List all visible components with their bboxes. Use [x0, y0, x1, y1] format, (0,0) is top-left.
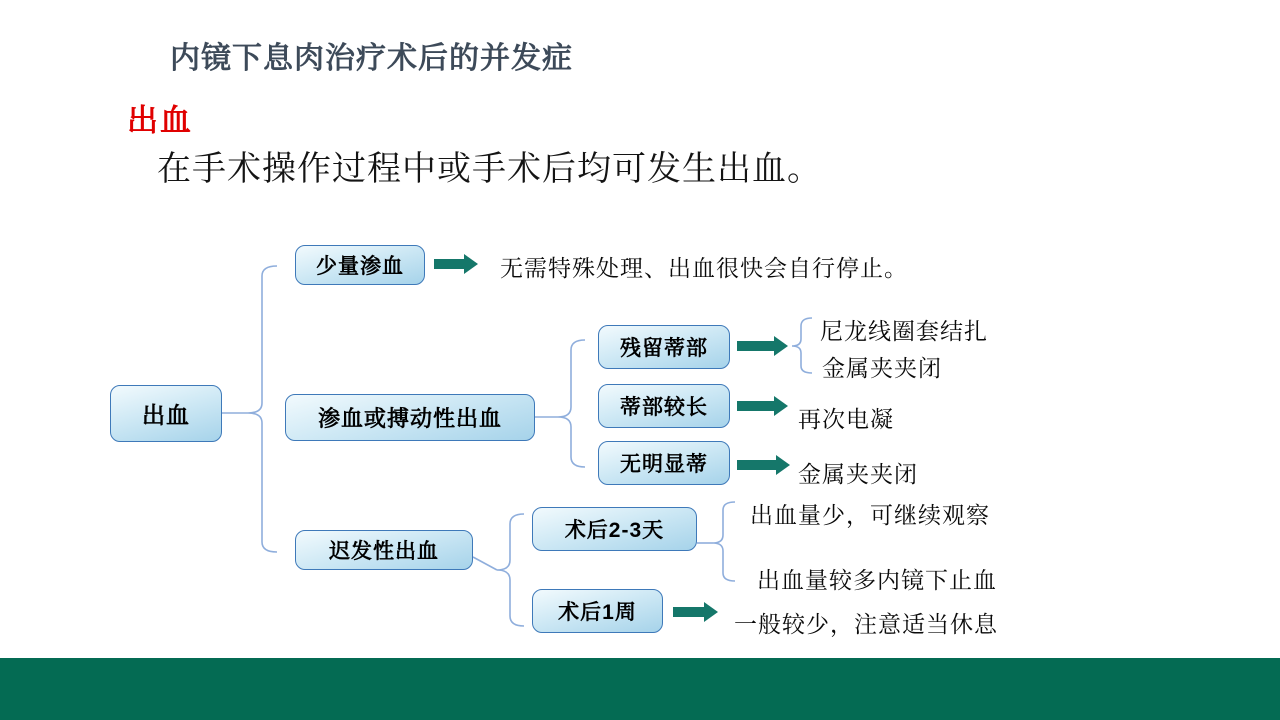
page-title: 内镜下息肉治疗术后的并发症: [170, 42, 573, 75]
connector-branch3: [473, 557, 497, 570]
node-postop-2-3-days: 术后2-3天: [532, 507, 697, 551]
arrow-icon-1week: [673, 602, 718, 622]
intro-text: 在手术操作过程中或手术后均可发生出血。: [157, 151, 822, 188]
node-minor-oozing: 少量渗血: [295, 245, 425, 285]
node-oozing-or-pulsatile: 渗血或搏动性出血: [285, 394, 535, 441]
arrow-icon-canliu: [737, 336, 788, 356]
annot-recoagulation: 再次电凝: [798, 406, 894, 432]
annot-small-amount-observe: 出血量少，可继续观察: [750, 502, 990, 528]
brace-results-2-3days: [713, 502, 735, 581]
annot-minor-oozing-result: 无需特殊处理、出血很快会自行停止。: [500, 255, 908, 281]
arrow-icon-branch1: [434, 254, 478, 274]
brace-branch2: [558, 340, 585, 467]
annot-metal-clip-2: 金属夹夹闭: [798, 461, 918, 487]
node-root-bleeding: 出血: [110, 385, 222, 442]
node-no-obvious-stalk: 无明显蒂: [598, 441, 730, 485]
node-long-stalk: 蒂部较长: [598, 384, 730, 428]
annot-metal-clip-1: 金属夹夹闭: [822, 355, 942, 381]
arrow-icon-didi: [737, 396, 788, 416]
brace-results-canliu: [792, 318, 812, 373]
node-delayed-bleeding: 迟发性出血: [295, 530, 473, 570]
section-heading-bleeding: 出血: [127, 103, 193, 138]
brace-branch3: [497, 514, 524, 626]
node-residual-stalk: 残留蒂部: [598, 325, 730, 369]
brace-root: [248, 266, 277, 552]
annot-nylon-loop: 尼龙线圈套结扎: [820, 318, 988, 344]
arrow-icon-wuming: [737, 455, 790, 475]
node-postop-1-week: 术后1周: [532, 589, 663, 633]
annot-rest-advice: 一般较少，注意适当休息: [734, 611, 998, 637]
footer-bar: [0, 658, 1280, 720]
annot-larger-amount-endoscopic: 出血量较多内镜下止血: [757, 567, 997, 593]
